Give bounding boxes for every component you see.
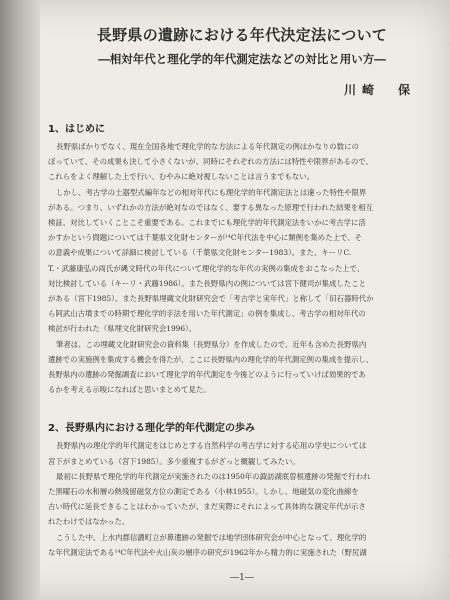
document-subtitle: ―相対年代と理化学的年代測定法などの対比と用い方― (98, 52, 386, 66)
text-line: ら阿武山古墳までの時期で理化学的手法を用いた年代測定」の例を集成し、考古学の相対年代の (48, 309, 366, 319)
paragraph (44, 530, 440, 560)
page-binding-shadow (0, 0, 40, 600)
page-number: ―1― (230, 573, 254, 583)
text-line: こうした中、上水内郡信濃町立が鼻遺跡の発掘では地学団体研究会が中心となって、理化学的 (56, 532, 367, 542)
page-content (44, 18, 440, 593)
text-line: がある。つまり、いずれかの方法が絶対なのではなく、要する異なった原理で行われた結果を相互 (48, 202, 374, 212)
text-line: れたわけではなかった。 (48, 517, 130, 527)
text-line: かすかという問題については千葉県文化財センターが¹⁴C年代法を中心に類例を集めた上で、そ (48, 233, 363, 243)
text-line: 長野県内の理化学的年代測定をはじめとする自然科学の考古学に対する応用の学史については (56, 441, 367, 451)
text-line: 筆者は、この埋蔵文化財研究会の資料集（長野県分）を作成したので、近年も含めた長野県内 (56, 339, 367, 349)
text-line: 古い時代に延長できることはわかっていたが、まだ実際にそれによって具体的な測定年代が示さ (48, 502, 366, 512)
text-line: がある（宮下1985）。また長野県埋蔵文化財研究会で「考古学と実年代」と称して「旧石器時代か (48, 294, 374, 304)
paragraph (44, 469, 440, 530)
author-name: 川崎 保 (343, 83, 416, 97)
text-line: 検討が行われた（県埋文化財研究会1996）。 (48, 324, 197, 334)
text-line: 検証、対比していくことこそ重要である。これまでにも理化学的年代測定法をいかに考古学に活 (48, 218, 366, 228)
text-line: 対比検討している（キーリ・武藤1986）。また長野県内の例については宮下健司が集成したこと (48, 278, 366, 288)
text-line: T.・武藤康弘の両氏が縄文時代の年代について理化学的な年代の実例の集成をおこなった上で、 (48, 263, 365, 273)
paragraph (44, 337, 440, 398)
text-line: な年代測定法である¹⁴C年代法や火山灰の層序の研究が1962年から精力的に実施された（野尻湖 (48, 547, 367, 557)
text-line: 最初に長野県で理化学的年代測定が実施されたのは1950年の諏訪湖底曽根遺跡の発掘で行われ (56, 471, 371, 481)
text-line: ぼっていて、その成果も決して小さくないが、同時にそれぞれの方法には特性や限界があるので、 (48, 157, 373, 167)
paragraph (44, 139, 440, 185)
text-line: これらをよく理解した上で行い、むやみに絶対視しないことは言うまでもない。 (48, 172, 315, 182)
text-line: の意義や成果について詳細に検討している（千葉県文化財センター1983）。また、キーリC. (48, 248, 352, 258)
text-line: た黒曜石の水和層の熱残留磁気方位の測定である（小林1955）。しかし、地磁気の変化曲線を (48, 487, 359, 497)
text-line: 長野県内の遺跡の発掘調査において理化学的年代測定を今後どのように行っていけば効果的であ (48, 370, 366, 380)
text-line: 宮下がまとめている（宮下1985）。多少重複するがざっと概観してみたい。 (48, 456, 300, 466)
document-title: 長野県の遺跡における年代決定法について (96, 26, 388, 44)
section-heading-introduction: 1、はじめに (48, 124, 105, 135)
text-line: 長野県ばかりでなく、現在全国各地で理化学的な方法による年代測定の例はかなりの数にの (56, 142, 359, 151)
text-line: 遺跡での実施例を集成する機会を得たが、ここに長野県内の理化学的年代測定例の集成を提示し、 (48, 354, 374, 364)
text-line: しかし、考古学の土器型式編年などの相対年代にも理化学的年代測定法とは違った特性や限界 (56, 187, 367, 197)
paragraph (44, 185, 440, 337)
section-heading-history: 2、長野県内における理化学的年代測定の歩み (48, 423, 255, 435)
paragraph (44, 438, 440, 468)
text-line: るかを考える示唆になればと思いまとめて見た。 (48, 385, 211, 395)
